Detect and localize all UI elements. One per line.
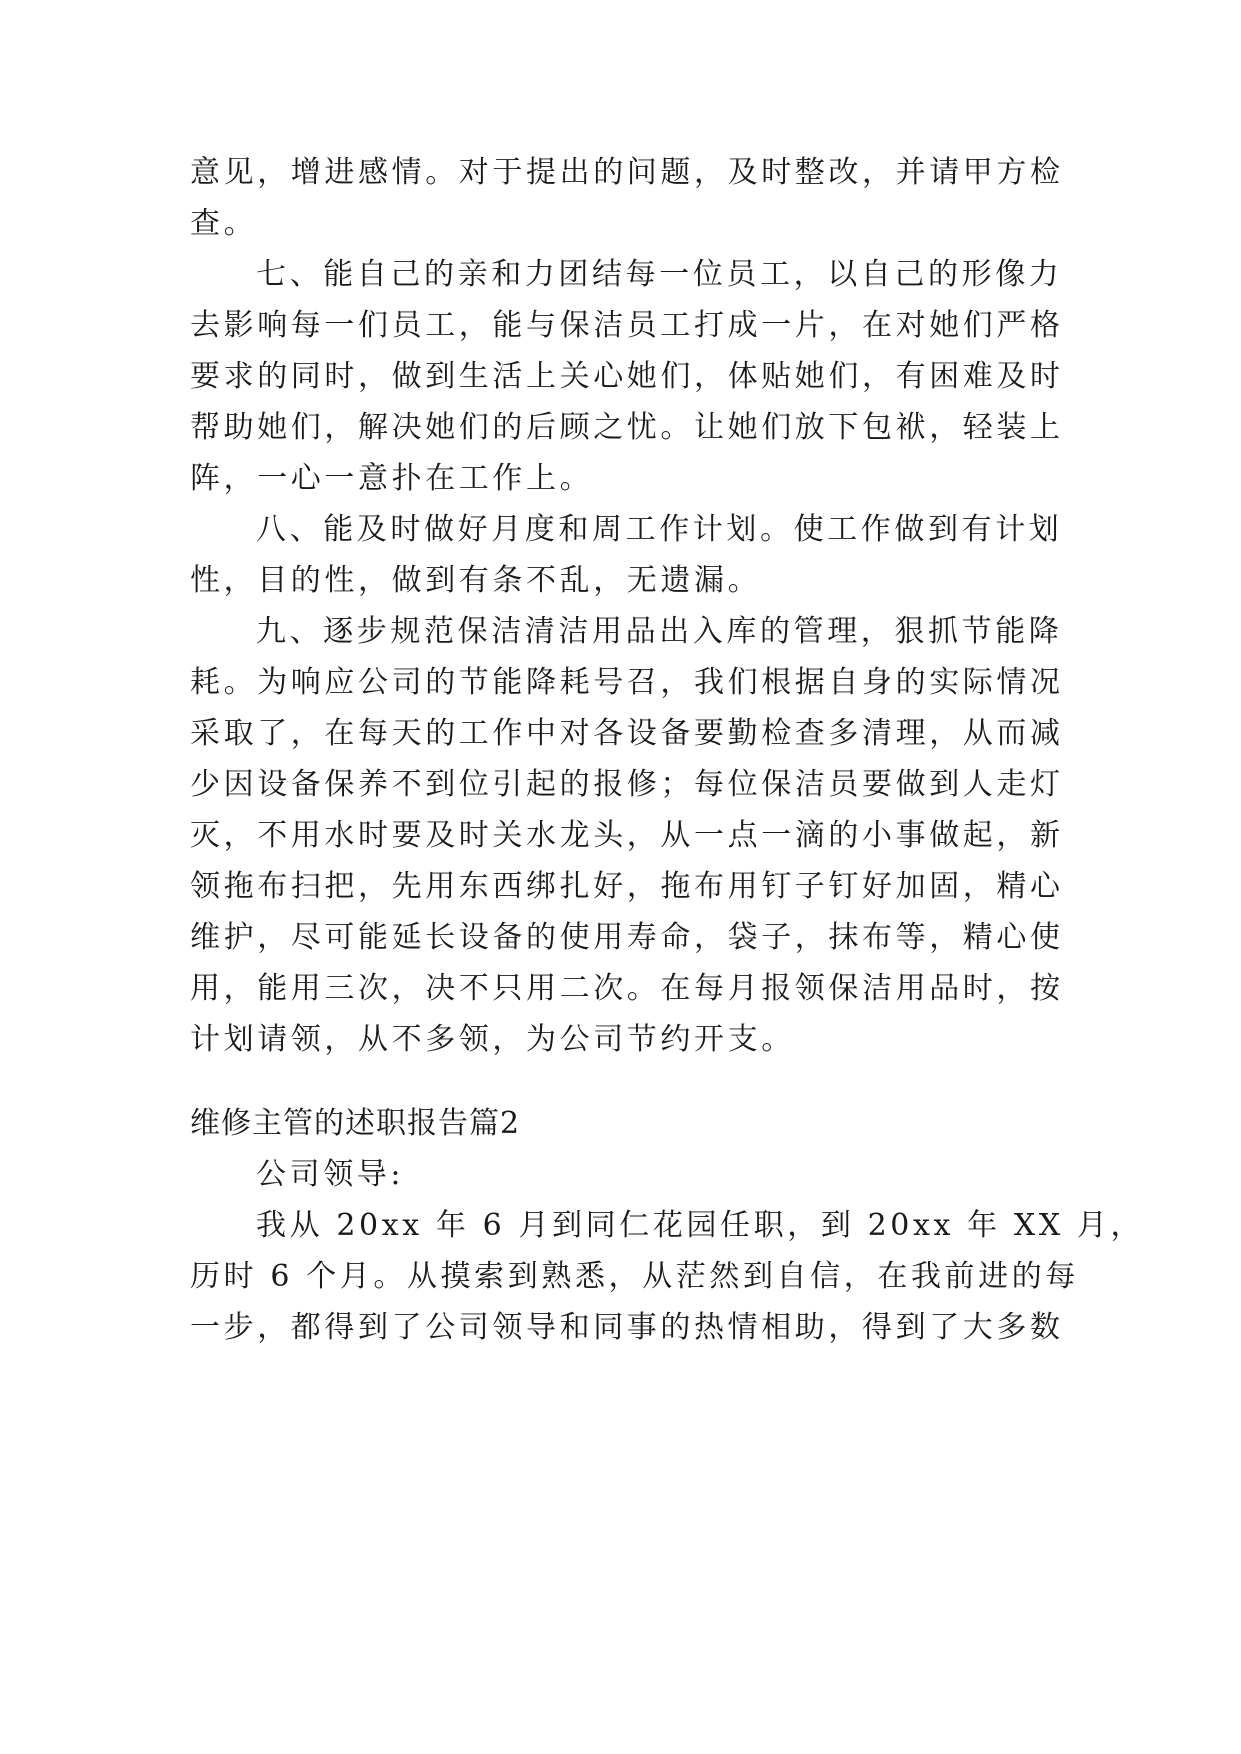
body-text-line: 采取了，在每天的工作中对各设备要勤检查多清理，从而减 [190,716,1064,751]
body-text-line: 计划请领，从不多领，为公司节约开支。 [190,1022,795,1057]
paragraph-opening: 我从 20xx 年 6 月到同仁花园任职，到 20xx 年 XX 月， [256,1208,1145,1243]
body-text-line: 要求的同时，做到生活上关心她们，体贴她们，有困难及时 [190,359,1064,394]
body-text-line: 维护，尽可能延长设备的使用寿命，袋子，抹布等，精心使 [190,920,1064,955]
body-text-line: 历时 6 个月。从摸索到熟悉，从茫然到自信，在我前进的每 [190,1259,1079,1294]
paragraph-item-9: 九、逐步规范保洁清洁用品出入库的管理，狠抓节能降 [256,614,1063,649]
body-text-line: 性，目的性，做到有条不乱，无遗漏。 [190,563,762,598]
section-heading: 维修主管的述职报告篇2 [190,1106,521,1141]
paragraph-item-7: 七、能自己的亲和力团结每一位员工，以自己的形像力 [256,257,1063,292]
body-text-line: 一步，都得到了公司领导和同事的热情相助，得到了大多数 [190,1310,1064,1345]
body-text-line: 阵，一心一意扑在工作上。 [190,461,594,496]
body-text-line: 少因设备保养不到位引起的报修；每位保洁员要做到人走灯 [190,767,1064,802]
body-text-line: 灭，不用水时要及时关水龙头，从一点一滴的小事做起，新 [190,818,1064,853]
body-text-line: 去影响每一们员工，能与保洁员工打成一片，在对她们严格 [190,308,1064,343]
salutation: 公司领导: [256,1157,405,1192]
body-text-line: 领拖布扫把，先用东西绑扎好，拖布用钉子钉好加固，精心 [190,869,1064,904]
body-text-line: 用，能用三次，决不只用二次。在每月报领保洁用品时，按 [190,971,1064,1006]
body-text-line: 意见，增进感情。对于提出的问题，及时整改，并请甲方检 [190,155,1064,190]
body-text-line: 帮助她们，解决她们的后顾之忧。让她们放下包袱，轻装上 [190,410,1064,445]
body-text-line: 查。 [190,206,258,241]
body-text-line: 耗。为响应公司的节能降耗号召，我们根据自身的实际情况 [190,665,1064,700]
paragraph-item-8: 八、能及时做好月度和周工作计划。使工作做到有计划 [256,512,1063,547]
